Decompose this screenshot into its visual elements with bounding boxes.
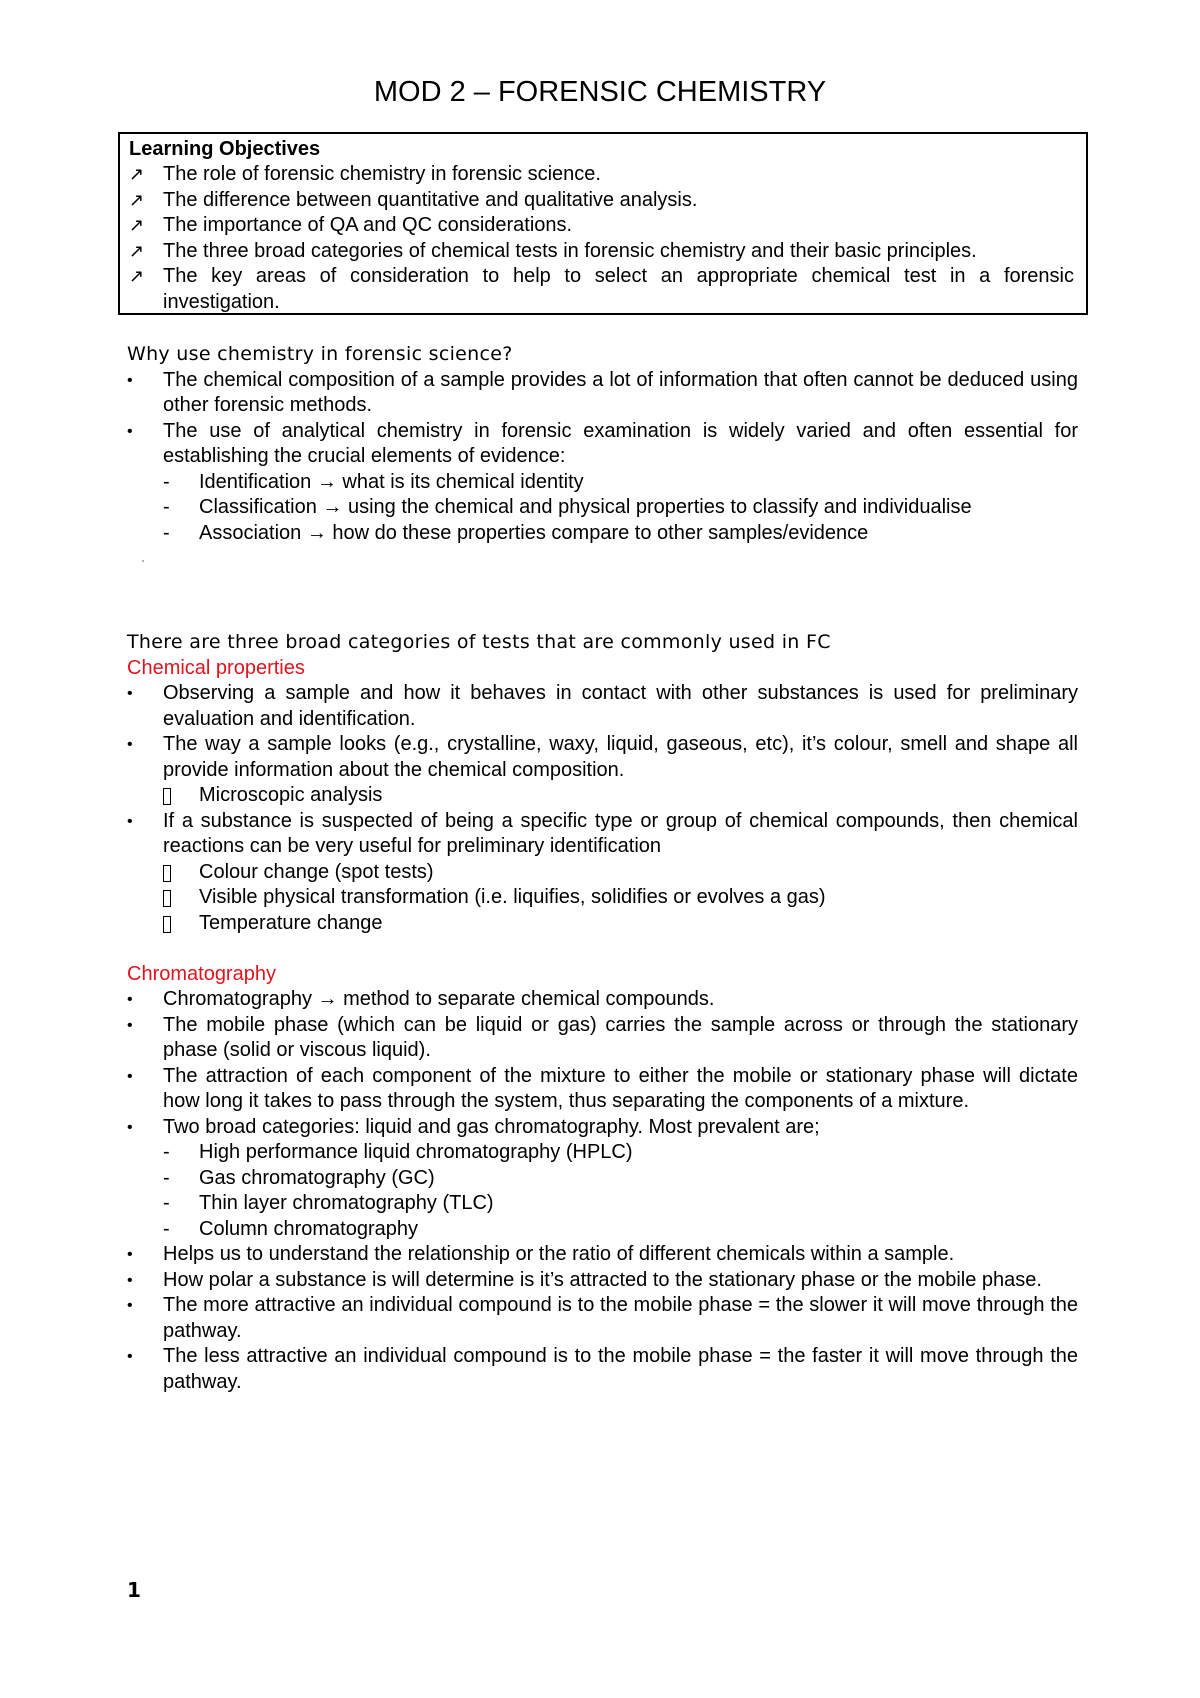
sub-list (163, 783, 1078, 809)
bullet-icon: • (127, 991, 133, 1008)
sub-text: using the chemical and physical properties to classify and individualise (347, 496, 972, 518)
sub-text: how do these properties compare to other samples/evidence (332, 521, 869, 544)
north-east-arrow-icon: ↗ (129, 266, 145, 286)
categories-heading: There are three broad categories of tests that are commonly used in FC (127, 631, 831, 653)
dash-marker: - (163, 1192, 170, 1214)
list-item (163, 495, 1078, 521)
sub-text: Visible physical transformation (i.e. liquifies, solidifies or evolves a gas) (199, 886, 826, 908)
list-item (127, 1064, 1078, 1115)
bullet-icon: • (127, 371, 133, 389)
list-item (163, 911, 1078, 937)
list-item (127, 732, 1078, 809)
chromatography-types-list (163, 1140, 1078, 1242)
learning-objectives-list (129, 162, 1074, 315)
right-arrow-icon: → (316, 470, 337, 493)
bullet-icon: • (127, 1297, 133, 1314)
dash-marker: - (163, 1141, 170, 1163)
categories-section (127, 630, 1078, 1395)
bullet-text: The less attractive an individual compound is to the mobile phase = the faster it will move through the pathway. (163, 1345, 1078, 1393)
list-item (127, 1293, 1078, 1344)
chemical-properties-bullets (127, 681, 1078, 936)
sub-text: Temperature change (199, 911, 383, 934)
page-number: 1 (127, 1578, 141, 1602)
why-chemistry-section (127, 342, 1078, 546)
bullet-text: The chemical composition of a sample provides a lot of information that often cannot be deduced using other forensic methods. (163, 368, 1078, 416)
objective-text: The key areas of consideration to help to select an appropriate chemical test in a forensic investigation. (163, 265, 1074, 313)
list-item (127, 1242, 1078, 1268)
sub-text: Column chromatography (199, 1217, 418, 1240)
dash-marker: - (163, 521, 170, 544)
box-icon (163, 911, 171, 941)
list-item (163, 1140, 1078, 1166)
dash-marker: - (163, 1166, 170, 1189)
list-item (163, 1217, 1078, 1243)
objective-text: The difference between quantitative and qualitative analysis. (163, 188, 698, 211)
list-item (127, 1013, 1078, 1064)
list-item (127, 1115, 1078, 1243)
bullet-icon: • (127, 812, 133, 830)
list-item (163, 470, 1078, 496)
list-item (127, 1268, 1078, 1294)
stray-dot (142, 560, 144, 562)
chromatography-heading: Chromatography (127, 962, 276, 985)
bullet-text: The mobile phase (which can be liquid or gas) carries the sample across or through the stationary phase (solid or viscous liquid). (163, 1013, 1078, 1061)
evidence-elements-list (163, 470, 1078, 547)
bullet-icon: • (127, 1246, 133, 1263)
chromatography-bullets (127, 987, 1078, 1395)
bullet-icon: • (127, 1016, 133, 1034)
list-item (163, 885, 1078, 911)
bullet-icon: • (127, 736, 133, 753)
bullet-text: The attraction of each component of the mixture to either the mobile or stationary phase will dictate how long it takes to pass through the system, thus separating the components of a mixture. (163, 1064, 1078, 1112)
right-arrow-icon: → (306, 521, 327, 544)
north-east-arrow-icon: ↗ (129, 164, 145, 184)
right-arrow-icon: → (317, 988, 338, 1010)
bullet-text: The use of analytical chemistry in forensic examination is widely varied and often essential for establishing the crucial elements of evidence: (163, 419, 1078, 467)
objective-text: The role of forensic chemistry in forensic science. (163, 163, 601, 185)
list-item (163, 521, 1078, 547)
list-item (163, 1191, 1078, 1217)
list-item (163, 1166, 1078, 1192)
sub-label: Classification (199, 496, 317, 518)
list-item (129, 188, 1074, 214)
bullet-icon: • (127, 1348, 133, 1365)
list-item (127, 419, 1078, 547)
bullet-text: Helps us to understand the relationship or the ratio of different chemicals within a sample. (163, 1243, 955, 1265)
why-chemistry-heading: Why use chemistry in forensic science? (127, 343, 513, 365)
bullet-text: method to separate chemical compounds. (343, 988, 715, 1010)
sub-label: Identification (199, 470, 312, 493)
bullet-icon: • (127, 685, 133, 702)
north-east-arrow-icon: ↗ (129, 215, 145, 235)
list-item (129, 264, 1074, 315)
page-title: MOD 2 – FORENSIC CHEMISTRY (373, 76, 827, 108)
list-item (127, 368, 1078, 419)
bullet-text: How polar a substance is will determine is it’s attracted to the stationary phase or the mobile phase. (163, 1268, 1042, 1291)
bullet-icon: • (127, 1271, 133, 1289)
dash-marker: - (163, 470, 170, 493)
list-item (129, 239, 1074, 265)
dash-marker: - (163, 496, 170, 518)
objective-text: The importance of QA and QC considerations. (163, 214, 573, 236)
list-item (163, 860, 1078, 886)
bullet-text: Observing a sample and how it behaves in contact with other substances is used for preliminary evaluation and identification. (163, 682, 1078, 730)
sub-text: what is its chemical identity (342, 470, 584, 493)
list-item (129, 213, 1074, 239)
list-item (127, 987, 1078, 1013)
dash-marker: - (163, 1217, 170, 1240)
list-item (127, 681, 1078, 732)
bullet-icon: • (127, 1118, 133, 1136)
sub-text: Microscopic analysis (199, 784, 383, 806)
chemical-properties-heading: Chemical properties (127, 656, 305, 679)
sub-text: High performance liquid chromatography (HPLC) (199, 1141, 633, 1163)
bullet-icon: • (127, 422, 133, 440)
learning-objectives-heading: Learning Objectives (129, 138, 321, 160)
sub-text: Colour change (spot tests) (199, 860, 434, 883)
bullet-text: Two broad categories: liquid and gas chromatography. Most prevalent are; (163, 1115, 820, 1138)
list-item (127, 1344, 1078, 1395)
right-arrow-icon: → (322, 496, 343, 518)
bullet-text: If a substance is suspected of being a specific type or group of chemical compounds, then chemical reactions can be very useful for preliminary identification (163, 809, 1078, 857)
list-item (127, 809, 1078, 937)
sub-label: Association (199, 521, 302, 544)
bullet-text: The more attractive an individual compound is to the mobile phase = the slower it will move through the pathway. (163, 1294, 1078, 1342)
bullet-label: Chromatography (163, 988, 312, 1010)
list-item (129, 162, 1074, 188)
objective-text: The three broad categories of chemical tests in forensic chemistry and their basic principles. (163, 239, 977, 262)
bullet-icon: • (127, 1067, 133, 1085)
learning-objectives-box (118, 132, 1088, 315)
bullet-text: The way a sample looks (e.g., crystalline, waxy, liquid, gaseous, etc), it’s colour, smell and shape all provide information about the chemical composition. (163, 733, 1078, 781)
sub-list (163, 860, 1078, 937)
sub-text: Thin layer chromatography (TLC) (199, 1192, 494, 1214)
sub-text: Gas chromatography (GC) (199, 1166, 435, 1189)
list-item (163, 783, 1078, 809)
why-bullets (127, 368, 1078, 547)
north-east-arrow-icon: ↗ (129, 240, 145, 261)
north-east-arrow-icon: ↗ (129, 189, 145, 210)
